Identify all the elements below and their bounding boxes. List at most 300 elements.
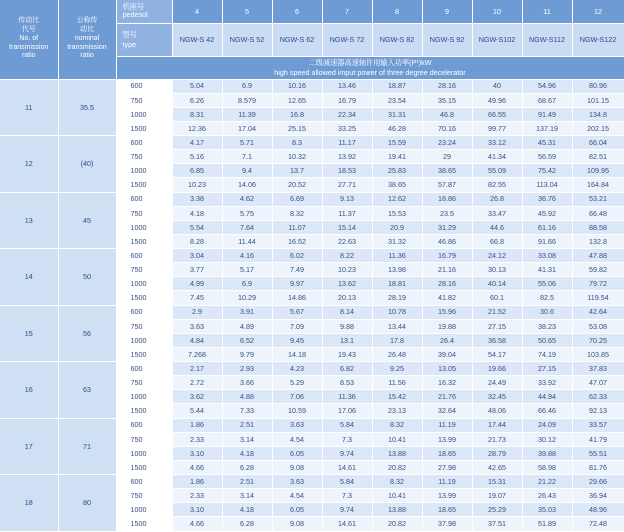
input-speed: 1000 (116, 164, 172, 178)
power-value: 2.33 (172, 432, 222, 446)
power-value: 26.4 (422, 333, 472, 347)
power-value: 11.44 (222, 234, 272, 248)
power-value: 101.15 (572, 93, 624, 107)
power-value: 22.34 (322, 107, 372, 121)
type-label (116, 23, 172, 56)
power-value: 13.1 (322, 333, 372, 347)
power-value: 53.21 (572, 192, 624, 206)
power-value: 28.16 (422, 277, 472, 291)
power-value: 2.51 (222, 418, 272, 432)
power-value: 7.64 (222, 220, 272, 234)
power-caption-cn: 二级减速器高速轴许用输入功率(P¹)kW (308, 58, 432, 68)
power-value: 25.15 (272, 121, 322, 135)
power-value: 6.9 (222, 277, 272, 291)
input-speed: 1500 (116, 178, 172, 192)
power-value: 4.62 (222, 192, 272, 206)
power-value: 16.79 (422, 249, 472, 263)
power-value: 46.28 (372, 121, 422, 135)
power-value: 82.55 (472, 178, 522, 192)
power-value: 134.8 (572, 107, 624, 121)
power-value: 10.29 (222, 291, 272, 305)
power-value: 6.9 (222, 79, 272, 93)
power-value: 68.67 (522, 93, 572, 107)
input-speed: 1500 (116, 404, 172, 418)
power-value: 4.88 (222, 390, 272, 404)
power-value: 17.8 (372, 333, 422, 347)
power-value: 3.10 (172, 446, 222, 460)
type-code: NGW-S112 (522, 23, 572, 56)
power-value: 6.85 (172, 164, 222, 178)
nominal-ratio: 56 (58, 305, 116, 362)
power-value: 66.46 (522, 404, 572, 418)
power-value: 23.24 (422, 136, 472, 150)
power-value: 22.63 (322, 234, 372, 248)
input-speed: 750 (116, 93, 172, 107)
power-value: 47.07 (572, 376, 624, 390)
pedestal-number: 4 (172, 0, 222, 23)
power-value: 11.19 (422, 418, 472, 432)
power-value: 4.16 (222, 249, 272, 263)
power-value: 14.06 (222, 178, 272, 192)
table-row (0, 362, 624, 376)
power-value: 53.08 (572, 319, 624, 333)
power-value: 20.52 (272, 178, 322, 192)
power-value: 58.98 (522, 460, 572, 474)
pedestal-number: 10 (472, 0, 522, 23)
power-value: 20.82 (372, 460, 422, 474)
power-value: 18.81 (372, 277, 422, 291)
type-code: NGW-S 42 (172, 23, 222, 56)
power-value: 4.18 (172, 206, 222, 220)
power-value: 5.54 (172, 220, 222, 234)
power-value: 33.57 (572, 418, 624, 432)
power-value: 26.8 (472, 192, 522, 206)
power-value: 20.82 (372, 517, 422, 531)
power-value: 25.83 (372, 164, 422, 178)
power-value: 3.63 (172, 319, 222, 333)
power-value: 2.17 (172, 362, 222, 376)
power-value: 72.48 (572, 517, 624, 531)
ratio-code: 17 (0, 418, 58, 475)
power-value: 13.88 (372, 446, 422, 460)
power-value: 54.17 (472, 347, 522, 361)
power-value: 7.3 (322, 432, 372, 446)
power-value: 4.23 (272, 362, 322, 376)
power-value: 9.08 (272, 517, 322, 531)
power-value: 79.72 (572, 277, 624, 291)
input-speed: 750 (116, 206, 172, 220)
power-value: 28.19 (372, 291, 422, 305)
ratio-code: 13 (0, 192, 58, 249)
power-value: 7.06 (272, 390, 322, 404)
power-value: 18.53 (322, 164, 372, 178)
power-value: 5.75 (222, 206, 272, 220)
ratio-code-header-cn2: 代号 (21, 26, 36, 34)
input-speed: 600 (116, 475, 172, 489)
power-value: 3.63 (272, 418, 322, 432)
type-code: NGW-S 92 (422, 23, 472, 56)
power-value: 164.84 (572, 178, 624, 192)
ratio-code-header (0, 0, 58, 79)
power-value: 35.03 (522, 503, 572, 517)
power-value: 8.3 (272, 136, 322, 150)
power-caption-en: high speed allowed imput power of three degree decelerator (274, 67, 466, 77)
power-value: 29.66 (572, 475, 624, 489)
power-value: 11.19 (422, 475, 472, 489)
power-value: 56.59 (522, 150, 572, 164)
input-speed: 1500 (116, 347, 172, 361)
input-speed: 1000 (116, 333, 172, 347)
power-value: 19.07 (472, 489, 522, 503)
input-speed: 1000 (116, 220, 172, 234)
power-value: 88.58 (572, 220, 624, 234)
power-value: 6.26 (172, 93, 222, 107)
input-speed: 600 (116, 305, 172, 319)
power-value: 3.14 (222, 432, 272, 446)
power-value: 40 (472, 79, 522, 93)
nominal-ratio-header-en: nominal transmission ratio (67, 34, 107, 60)
power-value: 3.38 (172, 192, 222, 206)
power-value: 25.29 (472, 503, 522, 517)
power-value: 41.31 (522, 263, 572, 277)
power-value: 11.07 (272, 220, 322, 234)
power-value: 12.65 (272, 93, 322, 107)
power-value: 5.84 (322, 475, 372, 489)
power-value: 1.86 (172, 475, 222, 489)
power-value: 38.23 (522, 319, 572, 333)
type-code: NGW-S 62 (272, 23, 322, 56)
power-value: 12.36 (172, 121, 222, 135)
power-value: 42.65 (472, 460, 522, 474)
power-value: 9.4 (222, 164, 272, 178)
power-value: 9.25 (372, 362, 422, 376)
power-value: 9.08 (272, 460, 322, 474)
power-value: 9.45 (272, 333, 322, 347)
power-value: 66.8 (472, 234, 522, 248)
power-value: 23.54 (372, 93, 422, 107)
power-value: 2.93 (222, 362, 272, 376)
input-speed: 600 (116, 418, 172, 432)
power-value: 5.04 (172, 79, 222, 93)
power-value: 30.12 (522, 432, 572, 446)
power-value: 13.46 (322, 79, 372, 93)
power-value: 10.78 (372, 305, 422, 319)
power-value: 37.98 (422, 517, 472, 531)
power-value: 9.97 (272, 277, 322, 291)
power-value: 6.02 (272, 249, 322, 263)
power-value: 17.06 (322, 404, 372, 418)
power-value: 11.17 (322, 136, 372, 150)
power-value: 21.73 (472, 432, 522, 446)
pedestal-label (116, 0, 172, 23)
power-value: 66.48 (572, 206, 624, 220)
power-value: 6.05 (272, 503, 322, 517)
type-code: NGW-S102 (472, 23, 522, 56)
nominal-ratio: 45 (58, 192, 116, 249)
power-value: 10.41 (372, 432, 422, 446)
input-speed: 750 (116, 432, 172, 446)
power-value: 8.32 (372, 475, 422, 489)
power-value: 5.71 (222, 136, 272, 150)
power-value: 39.04 (422, 347, 472, 361)
power-value: 8.53 (322, 376, 372, 390)
power-value: 31.29 (422, 220, 472, 234)
input-speed: 750 (116, 489, 172, 503)
power-value: 17.44 (472, 418, 522, 432)
input-speed: 1500 (116, 234, 172, 248)
power-value: 15.59 (372, 136, 422, 150)
power-value: 3.62 (172, 390, 222, 404)
power-value: 92.13 (572, 404, 624, 418)
power-value: 19.88 (422, 319, 472, 333)
power-value: 28.79 (472, 446, 522, 460)
power-value: 19.66 (472, 362, 522, 376)
power-value: 24.09 (522, 418, 572, 432)
nominal-ratio: (40) (58, 136, 116, 193)
power-value: 21.52 (472, 305, 522, 319)
power-value: 6.28 (222, 460, 272, 474)
nominal-ratio: 80 (58, 475, 116, 532)
power-value: 24.49 (472, 376, 522, 390)
power-value: 7.268 (172, 347, 222, 361)
power-value: 9.74 (322, 503, 372, 517)
table-row (0, 79, 624, 93)
power-value: 11.36 (372, 249, 422, 263)
power-value: 60.1 (472, 291, 522, 305)
power-value: 13.62 (322, 277, 372, 291)
power-value: 109.95 (572, 164, 624, 178)
power-value: 61.16 (522, 220, 572, 234)
power-value: 62.33 (572, 390, 624, 404)
power-value: 8.22 (322, 249, 372, 263)
input-speed: 750 (116, 263, 172, 277)
power-value: 55.09 (472, 164, 522, 178)
input-speed: 600 (116, 362, 172, 376)
power-value: 2.72 (172, 376, 222, 390)
power-value: 7.45 (172, 291, 222, 305)
power-value: 10.32 (272, 150, 322, 164)
power-value: 3.63 (272, 475, 322, 489)
power-value: 36.76 (522, 192, 572, 206)
power-value: 15.53 (372, 206, 422, 220)
power-value: 11.39 (222, 107, 272, 121)
power-value: 31.31 (372, 107, 422, 121)
power-value: 46.86 (422, 234, 472, 248)
input-speed: 1500 (116, 460, 172, 474)
power-value: 57.87 (422, 178, 472, 192)
power-value: 49.96 (472, 93, 522, 107)
power-value: 44.94 (522, 390, 572, 404)
power-value: 26.43 (522, 489, 572, 503)
input-speed: 750 (116, 376, 172, 390)
power-value: 21.22 (522, 475, 572, 489)
power-value: 8.32 (372, 418, 422, 432)
power-value: 137.19 (522, 121, 572, 135)
power-value: 74.19 (522, 347, 572, 361)
power-value: 33.12 (472, 136, 522, 150)
power-value: 2.33 (172, 489, 222, 503)
input-speed: 600 (116, 192, 172, 206)
power-value: 4.18 (222, 503, 272, 517)
nominal-ratio: 71 (58, 418, 116, 475)
power-value: 15.42 (372, 390, 422, 404)
power-value: 33.47 (472, 206, 522, 220)
power-value: 54.96 (522, 79, 572, 93)
power-value: 41.34 (472, 150, 522, 164)
power-value: 7.3 (322, 489, 372, 503)
power-value: 24.12 (472, 249, 522, 263)
nominal-ratio-header (58, 0, 116, 79)
power-value: 6.82 (322, 362, 372, 376)
power-value: 17.04 (222, 121, 272, 135)
power-value: 132.8 (572, 234, 624, 248)
power-value: 48.96 (572, 503, 624, 517)
power-value: 119.54 (572, 291, 624, 305)
ratio-code: 14 (0, 249, 58, 306)
power-value: 42.64 (572, 305, 624, 319)
power-value: 14.61 (322, 517, 372, 531)
power-value: 16.52 (272, 234, 322, 248)
power-value: 27.71 (322, 178, 372, 192)
type-code: NGW-S 82 (372, 23, 422, 56)
power-value: 20.13 (322, 291, 372, 305)
input-speed: 600 (116, 79, 172, 93)
pedestal-label-cn: 机座号 (122, 1, 145, 11)
power-value: 4.66 (172, 460, 222, 474)
nominal-ratio-header-cn2: 动比 (80, 26, 94, 34)
power-value: 3.66 (222, 376, 272, 390)
power-value: 38.65 (372, 178, 422, 192)
power-value: 9.74 (322, 446, 372, 460)
power-value: 37.51 (472, 517, 522, 531)
power-value: 36.58 (472, 333, 522, 347)
power-value: 26.48 (372, 347, 422, 361)
power-value: 1.86 (172, 418, 222, 432)
power-value: 6.05 (272, 446, 322, 460)
power-value: 15.14 (322, 220, 372, 234)
power-value: 8.31 (172, 107, 222, 121)
power-value: 39.88 (522, 446, 572, 460)
power-value: 55.51 (572, 446, 624, 460)
input-speed: 600 (116, 249, 172, 263)
input-speed: 750 (116, 319, 172, 333)
input-speed: 1000 (116, 446, 172, 460)
power-value: 3.77 (172, 263, 222, 277)
power-value: 11.37 (322, 206, 372, 220)
power-value: 103.85 (572, 347, 624, 361)
power-value: 11.36 (322, 390, 372, 404)
power-value: 45.31 (522, 136, 572, 150)
power-value: 5.16 (172, 150, 222, 164)
power-value: 5.44 (172, 404, 222, 418)
power-value: 40.14 (472, 277, 522, 291)
power-value: 14.86 (272, 291, 322, 305)
power-value: 10.23 (172, 178, 222, 192)
power-value: 4.99 (172, 277, 222, 291)
power-value: 7.09 (272, 319, 322, 333)
pedestal-label-en: pedesol (122, 10, 148, 20)
power-value: 32.45 (472, 390, 522, 404)
power-value: 5.84 (322, 418, 372, 432)
pedestal-number: 8 (372, 0, 422, 23)
power-value: 6.28 (222, 517, 272, 531)
header-row-pedestal (0, 0, 624, 23)
power-value: 7.49 (272, 263, 322, 277)
power-value: 4.17 (172, 136, 222, 150)
power-value: 5.17 (222, 263, 272, 277)
power-value: 30.13 (472, 263, 522, 277)
power-value: 23.13 (372, 404, 422, 418)
power-value: 66.04 (572, 136, 624, 150)
power-value: 91.49 (522, 107, 572, 121)
power-value: 28.16 (422, 79, 472, 93)
power-value: 2.51 (222, 475, 272, 489)
power-value: 19.43 (322, 347, 372, 361)
pedestal-number: 11 (522, 0, 572, 23)
power-value: 16.32 (422, 376, 472, 390)
input-speed: 1500 (116, 121, 172, 135)
type-code: NGW-S122 (572, 23, 624, 56)
input-speed: 1000 (116, 390, 172, 404)
nominal-ratio: 50 (58, 249, 116, 306)
power-value: 91.66 (522, 234, 572, 248)
power-caption (116, 56, 624, 79)
power-value: 50.65 (522, 333, 572, 347)
power-value: 13.98 (372, 263, 422, 277)
power-value: 31.32 (372, 234, 422, 248)
power-value: 4.54 (272, 432, 322, 446)
power-value: 9.79 (222, 347, 272, 361)
power-value: 9.13 (322, 192, 372, 206)
power-value: 80.96 (572, 79, 624, 93)
power-value: 6.69 (272, 192, 322, 206)
power-value: 82.51 (572, 150, 624, 164)
power-value: 32.64 (422, 404, 472, 418)
type-code: NGW-S 52 (222, 23, 272, 56)
power-value: 99.77 (472, 121, 522, 135)
power-value: 8.579 (222, 93, 272, 107)
power-value: 5.29 (272, 376, 322, 390)
power-value: 9.88 (322, 319, 372, 333)
nominal-ratio: 63 (58, 362, 116, 419)
type-label-en: type (122, 39, 137, 49)
power-value: 18.65 (422, 446, 472, 460)
power-value: 33.25 (322, 121, 372, 135)
ratio-code: 18 (0, 475, 58, 532)
ratio-code-header-en: No. of transmission ratio (9, 34, 49, 60)
power-value: 5.67 (272, 305, 322, 319)
ratio-code: 16 (0, 362, 58, 419)
power-value: 202.15 (572, 121, 624, 135)
input-speed: 600 (116, 136, 172, 150)
input-speed: 1500 (116, 517, 172, 531)
power-value: 44.6 (472, 220, 522, 234)
nominal-ratio: 35.5 (58, 79, 116, 136)
power-value: 13.99 (422, 489, 472, 503)
power-value: 27.15 (522, 362, 572, 376)
power-value: 3.14 (222, 489, 272, 503)
power-value: 14.18 (272, 347, 322, 361)
ratio-code: 11 (0, 79, 58, 136)
power-value: 15.96 (422, 305, 472, 319)
power-value: 59.82 (572, 263, 624, 277)
table-row (0, 136, 624, 150)
input-speed: 750 (116, 150, 172, 164)
power-value: 8.32 (272, 206, 322, 220)
power-value: 55.06 (522, 277, 572, 291)
power-value: 11.56 (372, 376, 422, 390)
power-value: 10.16 (272, 79, 322, 93)
